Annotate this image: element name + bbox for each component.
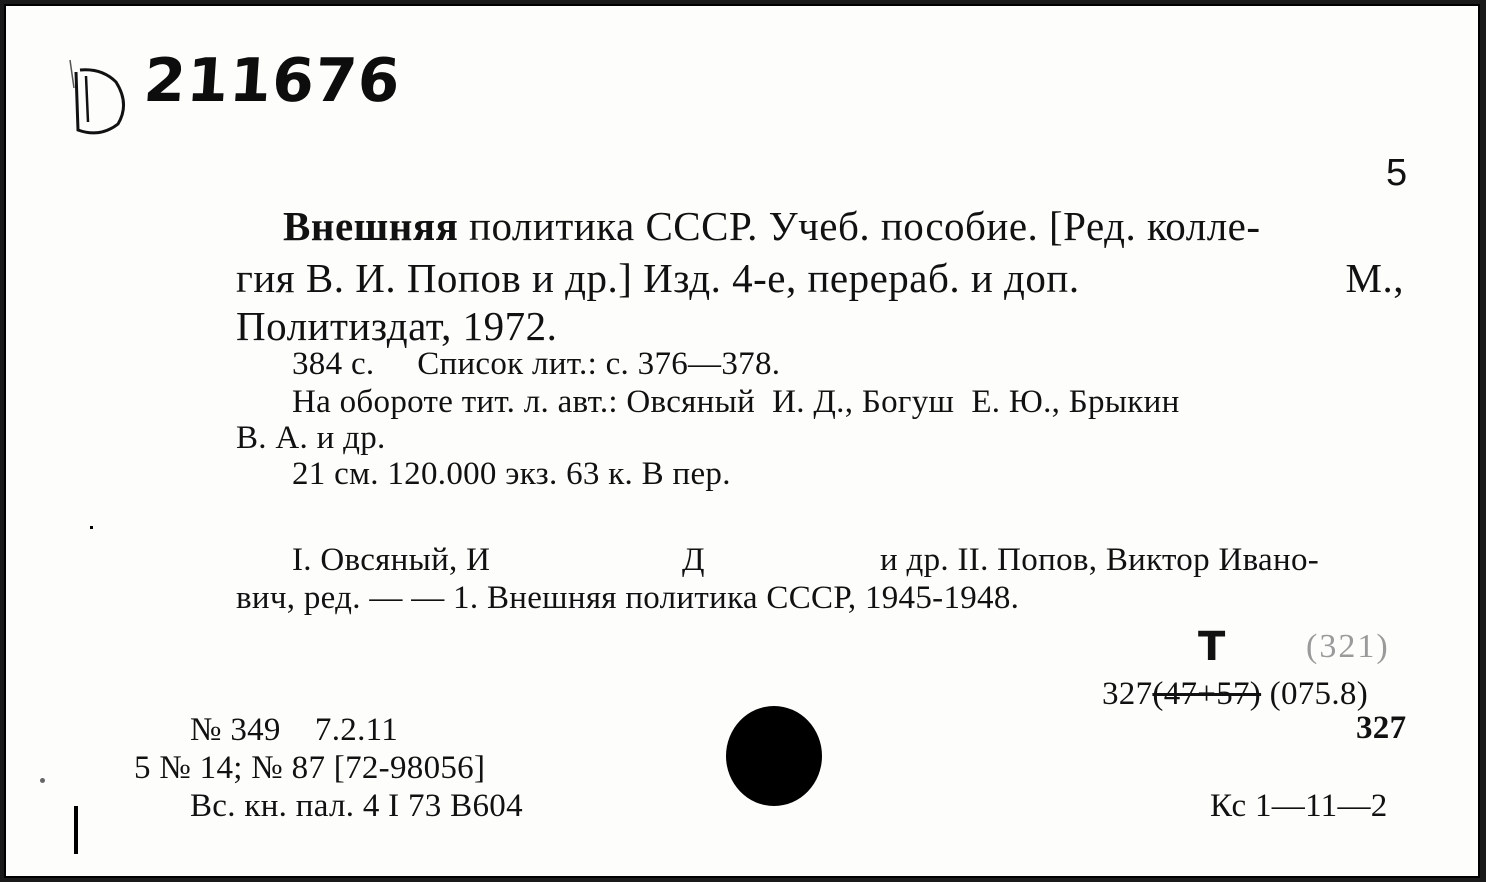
- headings-rest: и др. II. Попов, Виктор Ивано-: [880, 542, 1320, 578]
- class-code: [1102, 676, 1368, 713]
- title-line-2: [236, 254, 1404, 302]
- stray-mark: [74, 806, 78, 854]
- title-line-2-text: гия В. И. Попов и др.] Изд. 4-е, перераб. и доп.: [236, 255, 1080, 301]
- title-line-2-end: М.,: [1345, 255, 1404, 301]
- page-number: 5: [1386, 152, 1408, 194]
- kc-line: Кс 1—11—2: [1210, 788, 1388, 824]
- class-code-suffix: (075.8): [1269, 676, 1369, 712]
- verso-line-2: В. А. и др.: [236, 420, 386, 456]
- chamber-line: Вс. кн. пал. 4 I 73 В604: [190, 788, 523, 824]
- title-rest: политика СССР. Учеб. пособие. [Ред. колле-: [469, 203, 1261, 249]
- class-code-prefix: 327: [1102, 676, 1153, 712]
- punch-hole-dot: [726, 706, 822, 806]
- catalog-card: [4, 4, 1480, 878]
- pages-line: 384 с. Список лит.: с. 376—378.: [292, 346, 781, 382]
- order-line-2: 5 № 14; № 87 [72-98056]: [134, 750, 486, 786]
- stray-mark: [90, 526, 93, 529]
- title-line-1: [283, 202, 1403, 250]
- title-line-3: Политиздат, 1972.: [236, 303, 558, 349]
- handwritten-code: 211676: [141, 46, 403, 116]
- headings-line-1: [292, 542, 1404, 579]
- headings-line-2: вич, ред. — — 1. Внешняя политика СССР, 1945-1948.: [236, 580, 1020, 616]
- title-main-heading: Внешняя: [283, 203, 459, 249]
- verso-line-1: На обороте тит. л. авт.: Овсяный И. Д., Богуш Е. Ю., Брыкин: [292, 384, 1180, 420]
- order-line: № 349 7.2.11: [190, 712, 399, 748]
- class-code-short: 327: [1356, 710, 1407, 746]
- stray-mark: [40, 778, 45, 783]
- faded-stamp: (321): [1306, 628, 1390, 665]
- format-line: 21 см. 120.000 экз. 63 к. В пер.: [292, 456, 731, 492]
- class-mark: Т: [1198, 624, 1226, 670]
- headings-initial: Д: [682, 542, 705, 578]
- headings-author: I. Овсяный, И: [292, 542, 491, 578]
- class-code-struck: (47+57): [1152, 676, 1262, 712]
